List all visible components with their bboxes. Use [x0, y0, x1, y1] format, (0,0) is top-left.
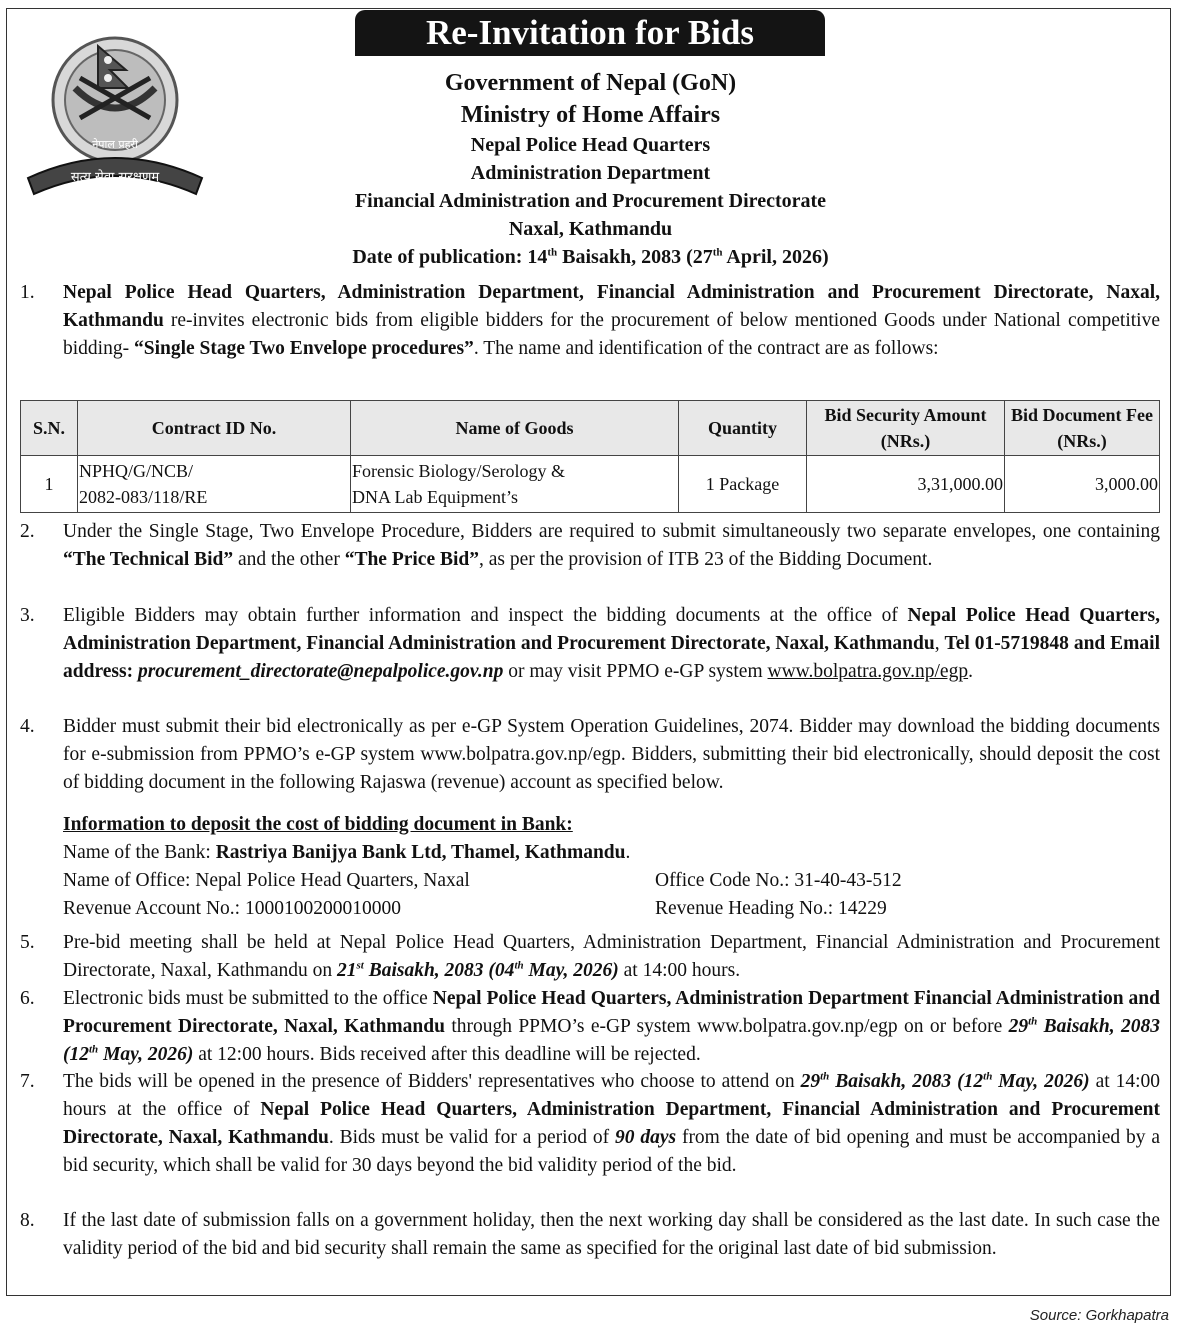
- clause-number: 1.: [20, 282, 35, 303]
- cell-quantity: 1 Package: [679, 456, 807, 513]
- source-credit: Source: Gorkhapatra: [1029, 1307, 1169, 1324]
- publication-date: Date of publication: 14th Baisakh, 2083 (27th April, 2026): [352, 246, 829, 268]
- revenue-heading: Revenue Heading No.: 14229: [655, 898, 887, 919]
- col-header: Bid Security Amount (NRs.): [807, 401, 1005, 456]
- header: [0, 67, 1181, 271]
- office-name: Name of Office: Nepal Police Head Quarters, Naxal: [63, 870, 470, 891]
- table-row: [21, 456, 1160, 513]
- table-header-row: [21, 401, 1160, 456]
- header-line-3: Nepal Police Head Quarters: [470, 134, 711, 156]
- clause-3: 3. Eligible Bidders may obtain further information and inspect the bidding documents at the office of Nepal Police Head Quarters, Administration Department, Financial Administration and Procurement Directorate, Naxal, Kathmandu, Tel 01-5719848 and Email address: procurement_directorate@nepalpolice.gov.np or may visit PPMO e-GP system www.bolpatra.gov.np/egp.: [20, 605, 1161, 682]
- clause-6: 6. Electronic bids must be submitted to the office Nepal Police Head Quarters, Administration Department Financial Administration and Procurement Directorate, Naxal, Kathmandu through PPMO’s e-GP system www.bolpatra.gov.np/egp on or before 29th Baisakh, 2083 (12th May, 2026) at 12:00 hours. Bids received after this deadline will be rejected.: [20, 988, 1161, 1065]
- cell-security: 3,31,000.00: [807, 456, 1005, 513]
- col-header: Contract ID No.: [78, 401, 351, 456]
- header-line-2: Ministry of Home Affairs: [460, 102, 721, 128]
- clause-1: 1. Nepal Police Head Quarters, Administration Department, Financial Administration and Procurement Directorate, Naxal, Kathmandu re-invites electronic bids from eligible bidders for the procurement of below mentioned Goods under National competitive bidding- “Single Stage Two Envelope procedures”. The name and identification of the contract are as follows:: [20, 279, 1160, 363]
- clause-8: 8. If the last date of submission falls on a government holiday, then the next working day shall be considered as the last date. In such case the validity period of the bid and bid security shall remain the same as specified for the original last date of bid submission.: [20, 1210, 1160, 1259]
- clause-2: 2. Under the Single Stage, Two Envelope Procedure, Bidders are required to submit simultaneously two separate envelopes, one containing “The Technical Bid” and the other “The Price Bid”, as per the provision of ITB 23 of the Bidding Document.: [20, 521, 1160, 570]
- header-line-1: Government of Nepal (GoN): [444, 70, 737, 96]
- clause-5: 5. Pre-bid meeting shall be held at Nepal Police Head Quarters, Administration Department, Financial Administration and Procurement Directorate, Naxal, Kathmandu on 21st Baisakh, 2083 (04th May, 2026) at 14:00 hours.: [20, 932, 1160, 981]
- notice-banner: Re-Invitation for Bids: [355, 10, 825, 56]
- col-header: Quantity: [679, 401, 807, 456]
- cell-goods: Forensic Biology/Serology & DNA Lab Equipment’s: [351, 456, 679, 513]
- col-header: S.N.: [21, 401, 78, 456]
- emblem-motto: सत्य सेवा सुरक्षणम्: [70, 170, 160, 185]
- header-line-6: Naxal, Kathmandu: [508, 218, 673, 240]
- col-header: Bid Document Fee (NRs.): [1005, 401, 1160, 456]
- email-link[interactable]: procurement_directorate@nepalpolice.gov.np: [137, 661, 504, 682]
- emblem-title: नेपाल प्रहरी: [92, 138, 138, 151]
- col-header: Name of Goods: [351, 401, 679, 456]
- revenue-account: Revenue Account No.: 1000100200010000: [63, 898, 401, 919]
- clause-7: 7. The bids will be opened in the presence of Bidders' representatives who choose to attend on 29th Baisakh, 2083 (12th May, 2026) at 14:00 hours at the office of Nepal Police Head Quarters, Administration Department, Financial Administration and Procurement Directorate, Naxal, Kathmandu. Bids must be valid for a period of 90 days from the date of bid opening and must be accompanied by a bid security, which shall be valid for 30 days beyond the bid validity period of the bid.: [20, 1070, 1161, 1176]
- header-line-4: Administration Department: [470, 162, 711, 184]
- office-code: Office Code No.: 31-40-43-512: [655, 870, 902, 891]
- contract-table: [20, 400, 1160, 513]
- egp-link[interactable]: www.bolpatra.gov.np/egp: [767, 661, 969, 682]
- cell-contract-id: NPHQ/G/NCB/ 2082-083/118/RE: [78, 456, 351, 513]
- header-line-5: Financial Administration and Procurement Directorate: [354, 190, 827, 212]
- cell-sn: 1: [21, 456, 78, 513]
- bank-heading: Information to deposit the cost of bidding document in Bank:: [63, 814, 573, 835]
- bank-name: Name of the Bank: Rastriya Banijya Bank Ltd, Thamel, Kathmandu.: [63, 842, 631, 863]
- clause-4: 4. Bidder must submit their bid electronically as per e-GP System Operation Guidelines, 2074. Bidder may download the bidding documents for e-submission from PPMO’s e-GP system www.bolpatra.gov.np/egp. Bidders, submitting their bid electronically, should deposit the cost of bidding document in the following Rajaswa (revenue) account as specified below.: [20, 716, 1160, 793]
- cell-fee: 3,000.00: [1005, 456, 1160, 513]
